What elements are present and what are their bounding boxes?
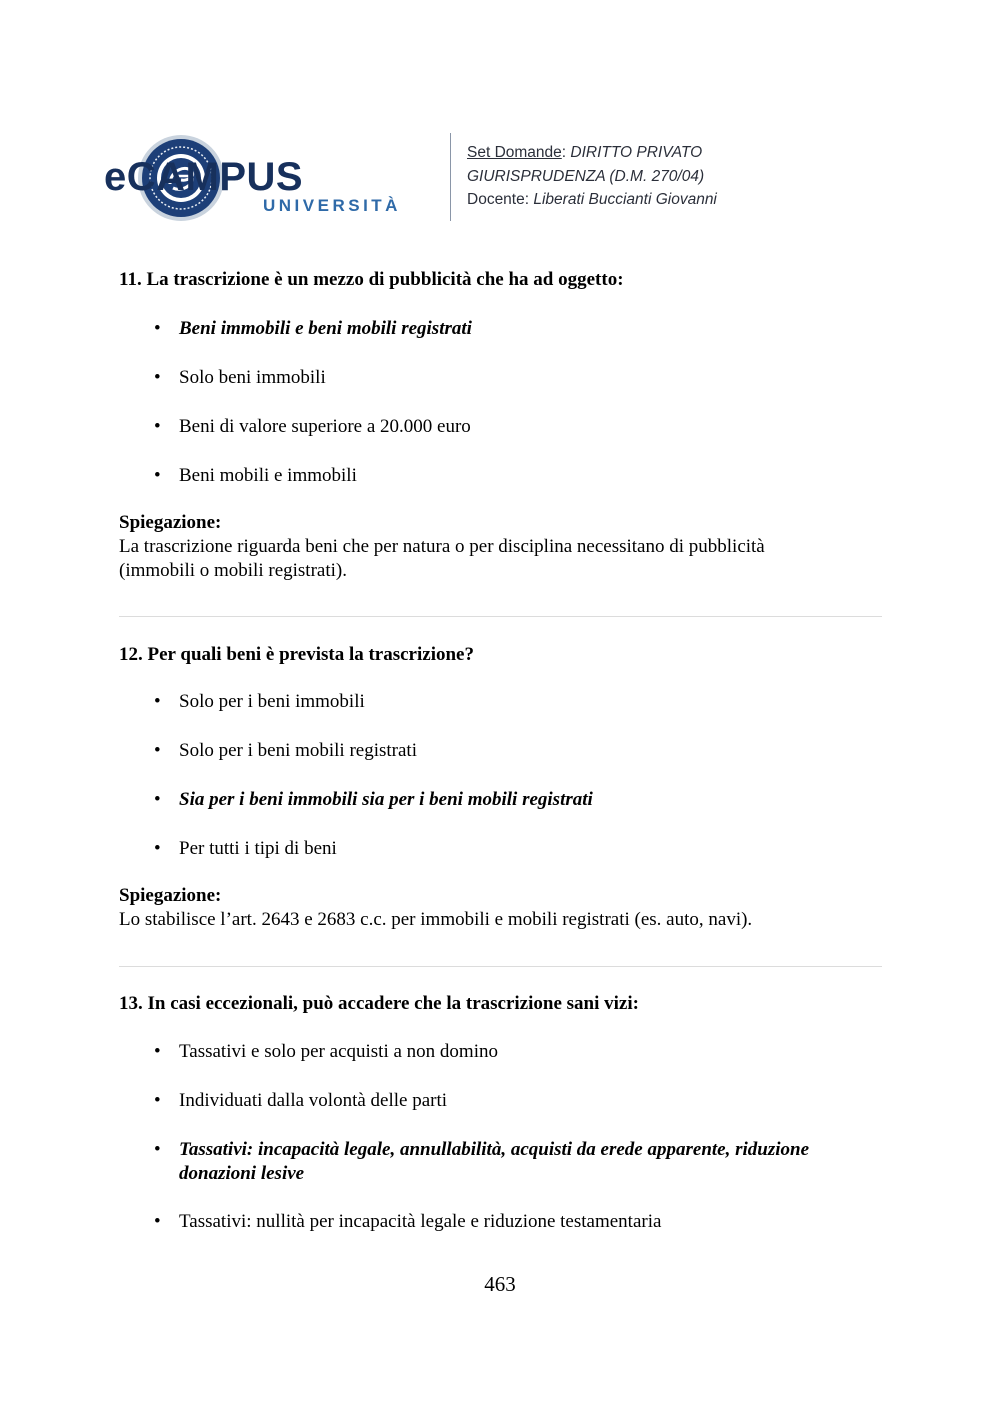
set-value: DIRITTO PRIVATO	[570, 144, 703, 161]
question-title: 12. Per quali beni è prevista la trascrizione?	[119, 644, 474, 665]
explanation-text: La trascrizione riguarda beni che per natura o per disciplina necessitano di pubblicità	[119, 536, 765, 557]
section-divider	[119, 966, 882, 967]
explanation-label: Spiegazione:	[119, 512, 222, 533]
set-label: Set Domande	[467, 144, 562, 161]
teacher-value: Liberati Buccianti Giovanni	[533, 191, 717, 208]
brand-logo-text: eCAMPUS	[104, 155, 304, 199]
question-title: 11. La trascrizione è un mezzo di pubblicità che ha ad oggetto:	[119, 269, 624, 290]
brand-logo-subtext: UNIVERSITÀ	[263, 196, 401, 215]
set-value-line2: GIURISPRUDENZA (D.M. 270/04)	[467, 167, 705, 185]
explanation-label: Spiegazione:	[119, 885, 222, 906]
question-title: 13. In casi eccezionali, può accadere che la trascrizione sani vizi:	[119, 993, 639, 1014]
page-number: 463	[484, 1272, 516, 1296]
header-meta: Set Domande: DIRITTO PRIVATO GIURISPRUDENZA (D.M. 270/04) Docente: Liberati Buccianti Giovanni	[467, 144, 717, 208]
explanation-text: Lo stabilisce l’art. 2643 e 2683 c.c. per immobili e mobili registrati (es. auto, navi).	[119, 909, 753, 930]
section-divider	[119, 616, 882, 617]
teacher-label: Docente	[467, 191, 525, 208]
header-divider	[450, 133, 451, 221]
explanation-text: (immobili o mobili registrati).	[119, 560, 347, 581]
